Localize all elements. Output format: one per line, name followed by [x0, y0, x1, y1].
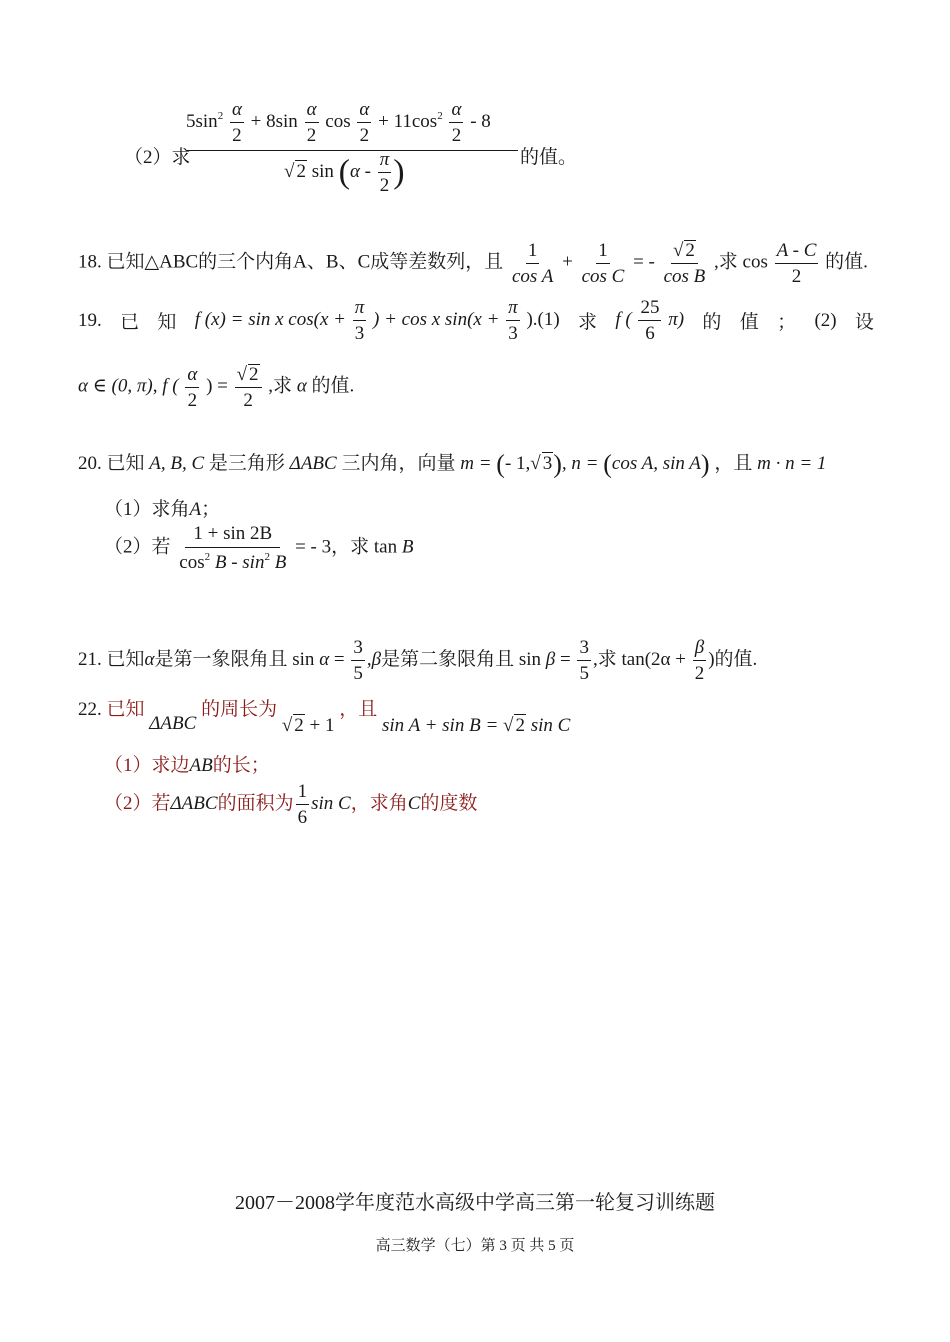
q18-line: 18. 已知△ABC的三个内角A、B、C成等差数列，且 $\frac{1}{\text{cos A}}$ + $\frac{1}{\text{cos C}}$ = - $\frac{√ 2}{\text{cos B}}$ ,求 cos $\frac{A - C}{2}$ 的值.	[78, 239, 868, 287]
q17-fraction-denominator: √ 2 sin (α - $\frac{\pi}{2}$ )	[284, 149, 405, 196]
q19-line2: α ∈ (0, π), f ( $\frac{\alpha}{2}$ ) = $\frac{√ 2}{2}$ ,求 α 的值.	[78, 363, 355, 411]
footer-title: 2007－2008学年度范水高级中学高三第一轮复习训练题	[235, 1192, 715, 1214]
q22-part2: （2）若ΔABC的面积为 $\frac{1}{6}$ sin C，求角C的度数	[104, 781, 478, 828]
q21-number: 21.	[78, 648, 102, 670]
q21-line: 21. 已知α是第一象限角且 sin α = $\frac{3}{5}$ ,β是第二象限角且 sin β = $\frac{3}{5}$ ,求 tan(2α + $\frac{\beta}{2}$ )的值.	[78, 637, 758, 684]
q18-text: 已知△ABC的三个内角A、B、C成等差数列，且	[106, 251, 504, 273]
q20-number: 20.	[78, 453, 102, 474]
q19-line1: 19. 已 知 f (x) = sin x cos(x + $\frac{\pi}{3}$ ) + cos x sin(x + $\frac{\pi}{3}$ ).(1) 求 f ( $\frac{25}{6}$ π) 的 值 ； (2) 设	[78, 297, 874, 344]
q22-line: 22. 已知 ΔABC 的周长为 √ 2 + 1 ，且 sin A + sin B = √ 2 sin C	[78, 699, 571, 736]
q19-number: 19.	[78, 309, 102, 331]
footer-page-number: 高三数学（七）第 3 页 共 5 页	[375, 1238, 575, 1254]
q20-part2: （2）若 $\frac{1 + \sin 2B}{\cos^2 B - \sin^2 B}$ = - 3，求 tan B	[104, 523, 414, 573]
q20-line: 20. 已知 A, B, C 是三角形 ΔABC 三内角，向量 m = (- 1,√ 3), n = (cos A, sin A) ，且 m · n = 1	[78, 449, 827, 479]
q20-part1: （1）求角A；	[104, 499, 221, 520]
q18-number: 18.	[78, 251, 102, 273]
q22-number: 22.	[78, 699, 102, 720]
q17-fraction-numerator: $5\sin^2$ $\frac{\alpha}{2}$ + 8sin $\frac{\alpha}{2}$ cos $\frac{\alpha}{2}$ + $11\cos^2$ $\frac{\alpha}{2}$ - 8	[186, 99, 491, 146]
q17-part2-label: （2）求	[124, 147, 191, 168]
q22-part1: （1）求边AB的长；	[104, 755, 270, 776]
q17-suffix: 的值。	[520, 147, 578, 168]
